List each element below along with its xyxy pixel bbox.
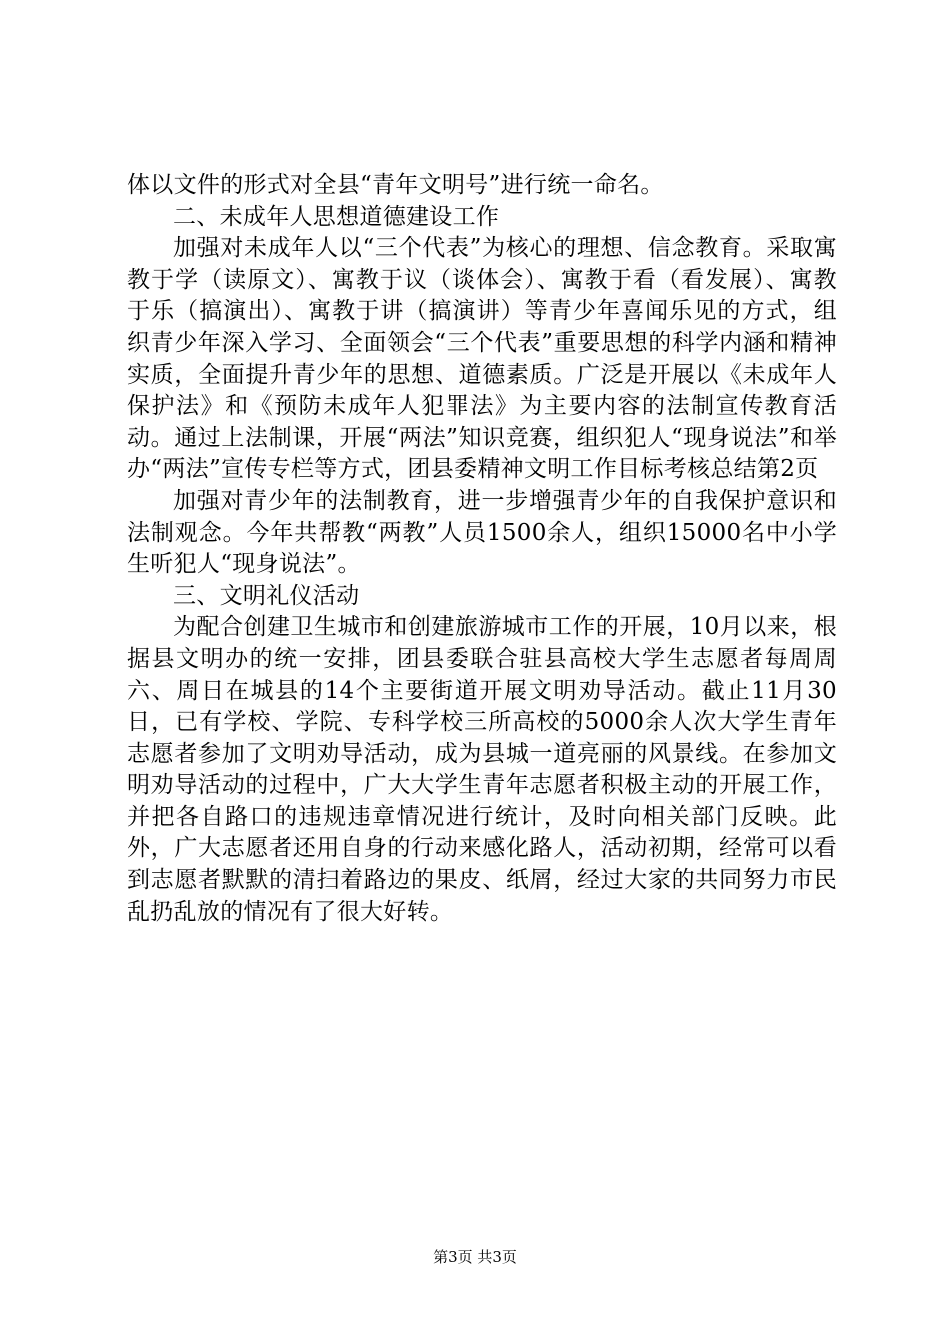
paragraph-legal-education: 加强对青少年的法制教育，进一步增强青少年的自我保护意识和法制观念。今年共帮教“两教”人员1500余人，组织15000名中小学生听犯人“现身说法”。 [127,487,837,578]
paragraph-ideals-education: 加强对未成年人以“三个代表”为核心的理想、信念教育。采取寓教于学（读原文）、寓教于议（谈体会）、寓教于看（看发展）、寓教于乐（搞演出）、寓教于讲（搞演讲）等青少年喜闻乐见的方式，组织青少年深入学习、全面领会“三个代表”重要思想的科学内涵和精神实质，全面提升青少年的思想、道德素质。广泛是开展以《未成年人保护法》和《预防未成年人犯罪法》为主要内容的法制宣传教育活动。通过上法制课，开展“两法”知识竞赛，组织犯人“现身说法”和举办“两法”宣传专栏等方式，团县委精神文明工作目标考核总结第2页 [127,235,837,483]
section-heading-etiquette: 三、文明礼仪活动 [173,582,360,609]
paragraph-etiquette-activities: 为配合创建卫生城市和创建旅游城市工作的开展，10月以来，根据县文明办的统一安排，团县委联合驻县高校大学生志愿者每周周六、周日在城县的14个主要街道开展文明劝导活动。截止11月30日，已有学校、学院、专科学校三所高校的5000余人次大学生青年志愿者参加了文明劝导活动，成为县城一道亮丽的风景线。在参加文明劝导活动的过程中，广大大学生青年志愿者积极主动的开展工作，并把各自路口的违规违章情况进行统计，及时向相关部门反映。此外，广大志愿者还用自身的行动来感化路人，活动初期，经常可以看到志愿者默默的清扫着路边的果皮、纸屑，经过大家的共同努力市民乱扔乱放的情况有了很大好转。 [127,614,837,925]
document-body [127,170,837,928]
paragraph-continuation: 体以文件的形式对全县“青年文明号”进行统一命名。 [127,172,664,198]
section-heading-minors: 二、未成年人思想道德建设工作 [173,203,500,230]
page-footer: 第3页 共3页 [433,1248,517,1266]
